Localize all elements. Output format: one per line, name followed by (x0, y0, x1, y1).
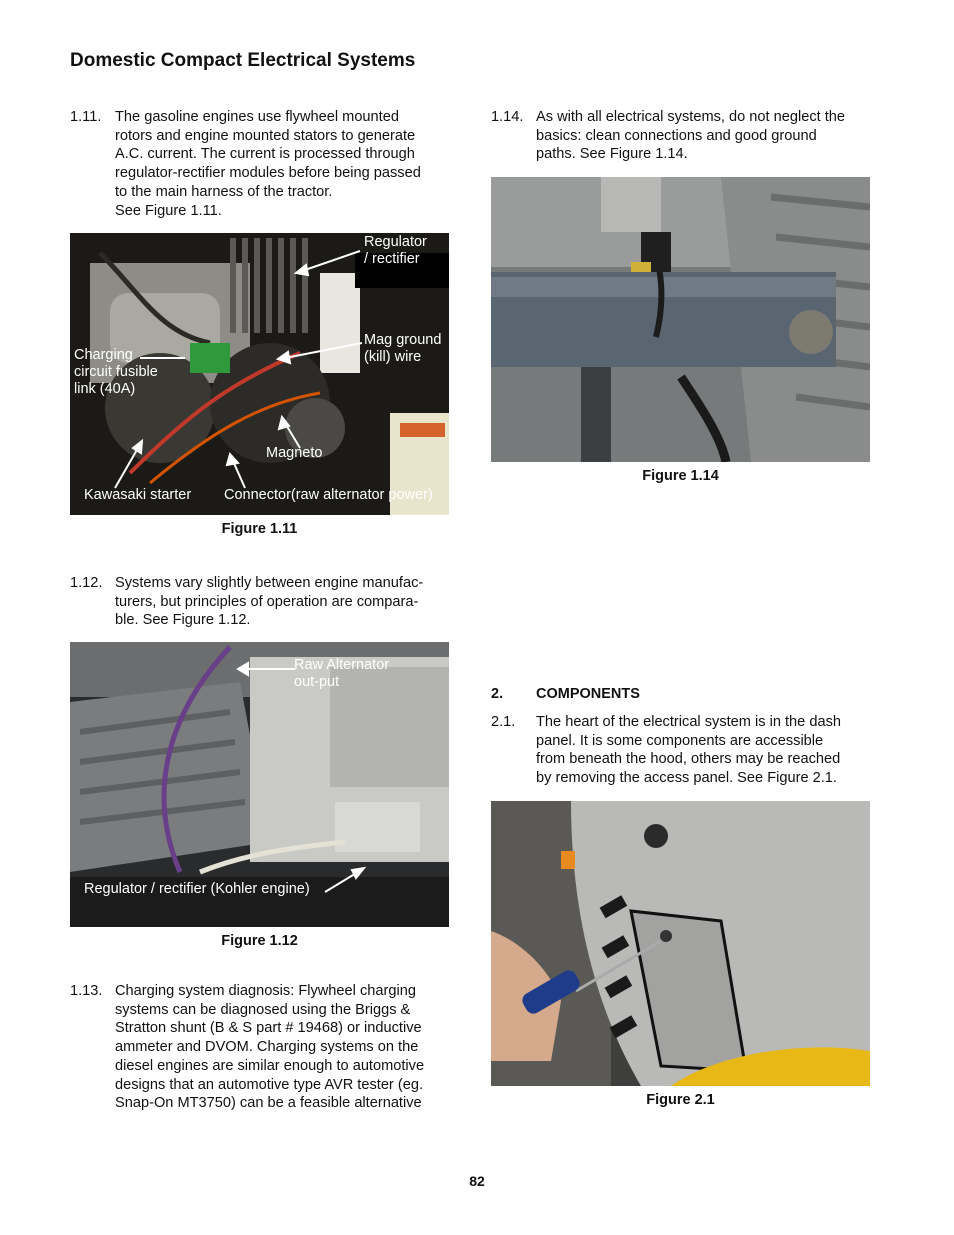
figure-1-11-photo (70, 233, 449, 515)
label-connector: Connector(raw alternator power) (224, 487, 433, 503)
paragraph-2-1 (491, 713, 881, 793)
label-mag-ground: Mag ground (kill) wire (364, 332, 442, 365)
item-number: 1.13. (70, 983, 103, 999)
item-text: Charging system diagnosis: Flywheel charging systems can be diagnosed using the Briggs & Stratton shunt (B & S part # 19468) or inductive ammeter and DVOM. Charging systems on the diesel engines are similar enough to automotive designs that an automotive type AVR tester (eg. Snap-On MT3750) can be a feasible alternative (115, 983, 425, 1112)
figure-1-11-caption: Figure 1.11 (221, 521, 298, 537)
item-text: The heart of the electrical system is in the dash panel. It is some components are accessible from beneath the hood, others may be reached by removing the access panel. See Figure 2.1. (536, 714, 841, 787)
item-number: 2.1. (491, 714, 516, 730)
item-text: The gasoline engines use flywheel mounted rotors and engine mounted stators to generate A.C. current. The current is processed through regulator-rectifier modules before being passed to the main harness of the tractor. See Figure 1.11. (115, 109, 421, 219)
paragraph-1-14 (491, 108, 881, 168)
paragraph-1-13 (70, 982, 460, 1117)
paragraph-1-11 (70, 108, 460, 223)
item-text: As with all electrical systems, do not neglect the basics: clean connections and good ground paths. See Figure 1.14. (536, 109, 846, 163)
figure-2-1-photo (491, 801, 870, 1086)
label-regulator: Regulator / rectifier (364, 234, 427, 267)
item-number: 1.12. (70, 575, 103, 591)
page-title: Domestic Compact Electrical Systems (70, 50, 416, 71)
figure-1-14-caption: Figure 1.14 (642, 468, 719, 484)
label-magneto: Magneto (266, 445, 323, 461)
item-number: 1.14. (491, 109, 524, 125)
label-raw-alternator: Raw Alternator out-put (294, 657, 390, 690)
item-number: 1.11. (70, 109, 102, 125)
section-title: COMPONENTS (536, 686, 640, 702)
page-number: 82 (469, 1173, 485, 1189)
paragraph-1-12 (70, 574, 460, 634)
figure-2-1-caption: Figure 2.1 (646, 1092, 715, 1108)
figure-1-12-photo (70, 642, 449, 927)
figure-1-12-caption: Figure 1.12 (221, 933, 298, 949)
section-number: 2. (491, 686, 504, 702)
label-regulator-kohler: Regulator / rectifier (Kohler engine) (84, 881, 310, 897)
label-charging-link: Charging circuit fusible link (40A) (74, 347, 158, 397)
label-kawasaki-starter: Kawasaki starter (84, 487, 192, 503)
figure-1-14-photo (491, 177, 870, 462)
item-text: Systems vary slightly between engine manufac- turers, but principles of operation are compara- ble. See Figure 1.12. (115, 575, 424, 629)
